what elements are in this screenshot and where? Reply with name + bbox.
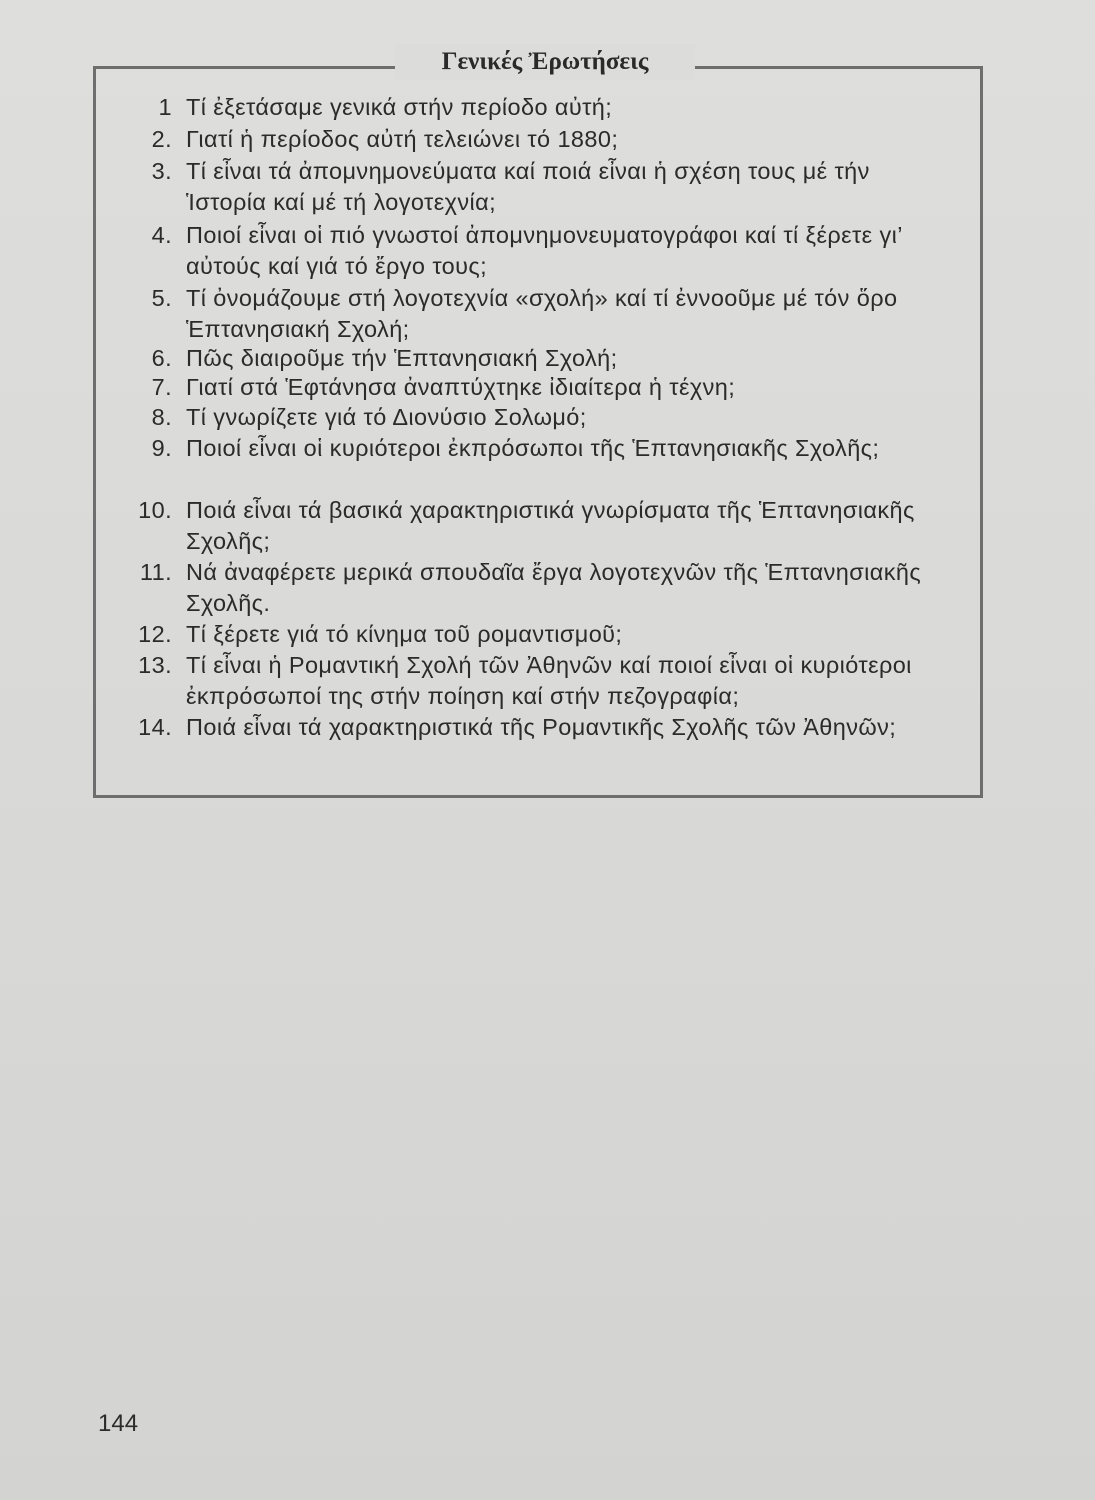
question-number: 8. bbox=[151, 404, 172, 430]
question-item bbox=[120, 650, 960, 712]
question-item bbox=[120, 283, 960, 345]
question-item bbox=[120, 712, 960, 743]
page-number: 144 bbox=[98, 1410, 139, 1437]
question-text: Τί ὀνομάζουμε στή λογοτεχνία «σχολή» καί τί ἐννοοῦμε μέ τόν ὅρο Ἑπτανησιακή Σχολή; bbox=[186, 285, 898, 342]
question-item bbox=[120, 557, 960, 619]
question-number: 14. bbox=[138, 714, 172, 740]
question-number: 6. bbox=[151, 345, 172, 371]
question-text: Τί ξέρετε γιά τό κίνημα τοῦ ρομαντισμοῦ; bbox=[186, 621, 623, 647]
question-text: Ποιοί εἶναι οἱ πιό γνωστοί ἀπομνημονευματογράφοι καί τί ξέρετε γι’ αὐτούς καί γιά τό ἔργο τους; bbox=[186, 222, 903, 279]
question-number: 7. bbox=[151, 374, 172, 400]
section-title: Γενικές Ἐρωτήσεις bbox=[395, 44, 695, 80]
question-item bbox=[120, 343, 960, 374]
question-text: Τί ἐξετάσαμε γενικά στήν περίοδο αὐτή; bbox=[186, 94, 613, 120]
question-number: 9. bbox=[151, 435, 172, 461]
question-text: Γιατί στά Ἑφτάνησα ἀναπτύχτηκε ἰδιαίτερα ἡ τέχνη; bbox=[186, 374, 736, 400]
question-text: Ποιά εἶναι τά βασικά χαρακτηριστικά γνωρίσματα τῆς Ἑπτανησιακῆς Σχολῆς; bbox=[186, 497, 915, 554]
question-item bbox=[120, 92, 960, 123]
question-number: 1 bbox=[158, 94, 172, 120]
question-number: 4. bbox=[151, 222, 172, 248]
question-text: Γιατί ἡ περίοδος αὐτή τελειώνει τό 1880; bbox=[186, 126, 619, 152]
question-number: 11. bbox=[139, 559, 172, 585]
question-text: Ποιά εἶναι τά χαρακτηριστικά τῆς Ρομαντικῆς Σχολῆς τῶν Ἀθηνῶν; bbox=[186, 714, 897, 740]
question-text: Νά ἀναφέρετε μερικά σπουδαῖα ἔργα λογοτεχνῶν τῆς Ἑπτανησιακῆς Σχολῆς. bbox=[186, 559, 922, 616]
question-item bbox=[120, 156, 960, 218]
question-number: 12. bbox=[138, 621, 172, 647]
question-text: Τί εἶναι τά ἀπομνημονεύματα καί ποιά εἶναι ἡ σχέση τους μέ τήν Ἱστορία καί μέ τή λογοτεχνία; bbox=[186, 158, 870, 215]
question-item bbox=[120, 495, 960, 557]
question-item bbox=[120, 433, 960, 464]
question-item bbox=[120, 402, 960, 433]
question-item bbox=[120, 124, 960, 155]
question-number: 5. bbox=[151, 285, 172, 311]
question-number: 13. bbox=[138, 652, 172, 678]
question-item bbox=[120, 619, 960, 650]
question-number: 10. bbox=[138, 497, 172, 523]
question-text: Τί γνωρίζετε γιά τό Διονύσιο Σολωμό; bbox=[186, 404, 587, 430]
question-item bbox=[120, 372, 960, 403]
question-number: 3. bbox=[151, 158, 172, 184]
question-text: Τί εἶναι ἡ Ρομαντική Σχολή τῶν Ἀθηνῶν καί ποιοί εἶναι οἱ κυριότεροι ἐκπρόσωποί της στήν ποίηση καί στήν πεζογραφία; bbox=[186, 652, 912, 709]
question-text: Πῶς διαιροῦμε τήν Ἑπτανησιακή Σχολή; bbox=[186, 345, 618, 371]
question-item bbox=[120, 220, 960, 282]
question-number: 2. bbox=[151, 126, 172, 152]
question-text: Ποιοί εἶναι οἱ κυριότεροι ἐκπρόσωποι τῆς Ἑπτανησιακῆς Σχολῆς; bbox=[186, 435, 880, 461]
